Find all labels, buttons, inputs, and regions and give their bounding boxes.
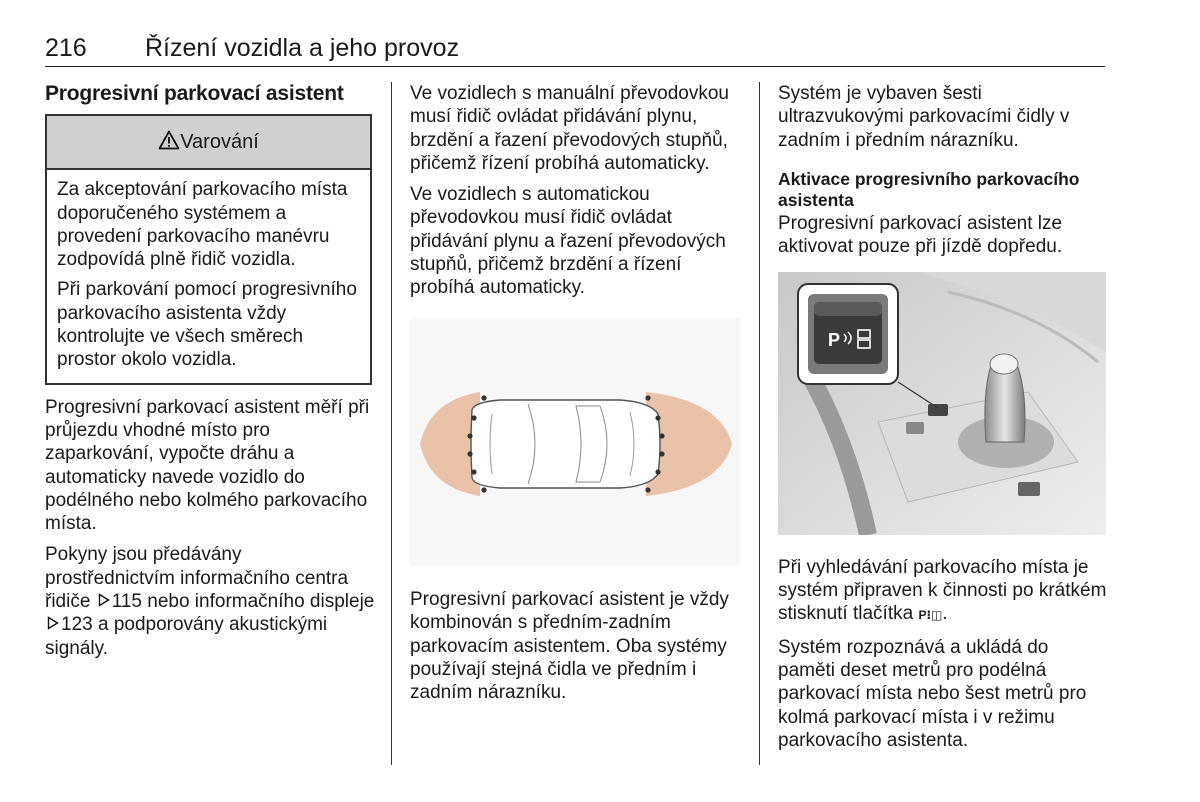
page-ref-123[interactable]: 123 <box>61 614 93 636</box>
page-reference-icon <box>45 613 61 636</box>
park-assist-button-label: P <box>828 330 841 351</box>
paragraph-automatic-transmission: Ve vozidlech s automatickou převodovkou musí řidič ovládat přidávání plynu a řazení převodových stupňů, přičemž brzdění a řízení probíhá automaticky. <box>410 184 726 299</box>
paragraph-activation: Progresivní parkovací asistent lze aktivovat pouze při jízdě dopředu. <box>778 212 1063 258</box>
column-1 <box>45 82 375 668</box>
warning-box <box>45 114 372 384</box>
search-text-b: . <box>942 603 948 625</box>
chapter-title: Řízení vozidla a jeho provoz <box>145 34 460 62</box>
instructions-text-c: a podporovány akustickými signály. <box>45 614 328 659</box>
paragraph-instructions <box>45 543 375 659</box>
paragraph-memory: Systém rozpoznává a ukládá do paměti deset metrů pro podélná parkovací místa nebo šest metrů pro kolmá parkovací místa i v režimu parkovacího asistenta. <box>778 636 1087 751</box>
column-2 <box>410 82 745 712</box>
warning-title: Varování <box>180 131 259 154</box>
instructions-text-b: nebo informačního displeje <box>141 591 375 613</box>
park-assist-button-icon: P⁝◫ <box>918 608 943 623</box>
console-photo <box>778 272 1108 541</box>
paragraph-combined-assist: Progresivní parkovací asistent je vždy kombinován s předním-zadním parkovacím asistentem. Oba systémy používají stejná čidla ve předním i zadním nárazníku. <box>410 588 729 704</box>
paragraph-measure: Progresivní parkovací asistent měří při průjezdu vhodné místo pro zaparkování, vypočte dráhu a automaticky navede vozidlo do podélného nebo kolmého parkovacího místa. <box>45 396 370 535</box>
paragraph-search <box>778 556 1108 628</box>
column-3 <box>778 82 1108 760</box>
column-divider-2 <box>759 82 760 765</box>
warning-paragraph-1: Za akceptování parkovacího místa doporučeného systémem a provedení parkovacího manévru zodpovídá plně řidič vozidla. <box>57 179 348 271</box>
page-ref-115[interactable]: 115 <box>111 591 142 613</box>
page-reference-icon <box>96 590 112 613</box>
column-divider-1 <box>391 82 392 765</box>
warning-paragraph-2: Při parkování pomocí progresivního parkovacího asistenta vždy kontrolujte ve všech směrech prostor okolo vozidla. <box>57 279 357 371</box>
search-text-a: Při vyhledávání parkovacího místa je systém připraven k činnosti po krátkém stisknutí tlačítka <box>778 556 1107 625</box>
section-heading: Progresivní parkovací asistent <box>45 82 344 105</box>
page-number: 216 <box>45 34 87 62</box>
page-header <box>45 30 1105 67</box>
warning-triangle-icon <box>158 130 180 150</box>
activation-subheading: Aktivace progresivního parkovacího asistenta <box>778 168 1080 210</box>
warning-header <box>47 116 370 170</box>
sensor-coverage-illustration <box>410 318 745 572</box>
paragraph-manual-transmission: Ve vozidlech s manuální převodovkou musí řidič ovládat přidávání plynu, brzdění a řazení převodových stupňů, přičemž řízení probíhá automaticky. <box>410 83 729 174</box>
warning-body <box>47 170 370 382</box>
instructions-text-a: Pokyny jsou předávány prostřednictvím informačního centra řidiče <box>45 544 349 613</box>
paragraph-sensors: Systém je vybaven šesti ultrazvukovými parkovacími čidly v zadním i předním nárazníku. <box>778 83 1070 151</box>
